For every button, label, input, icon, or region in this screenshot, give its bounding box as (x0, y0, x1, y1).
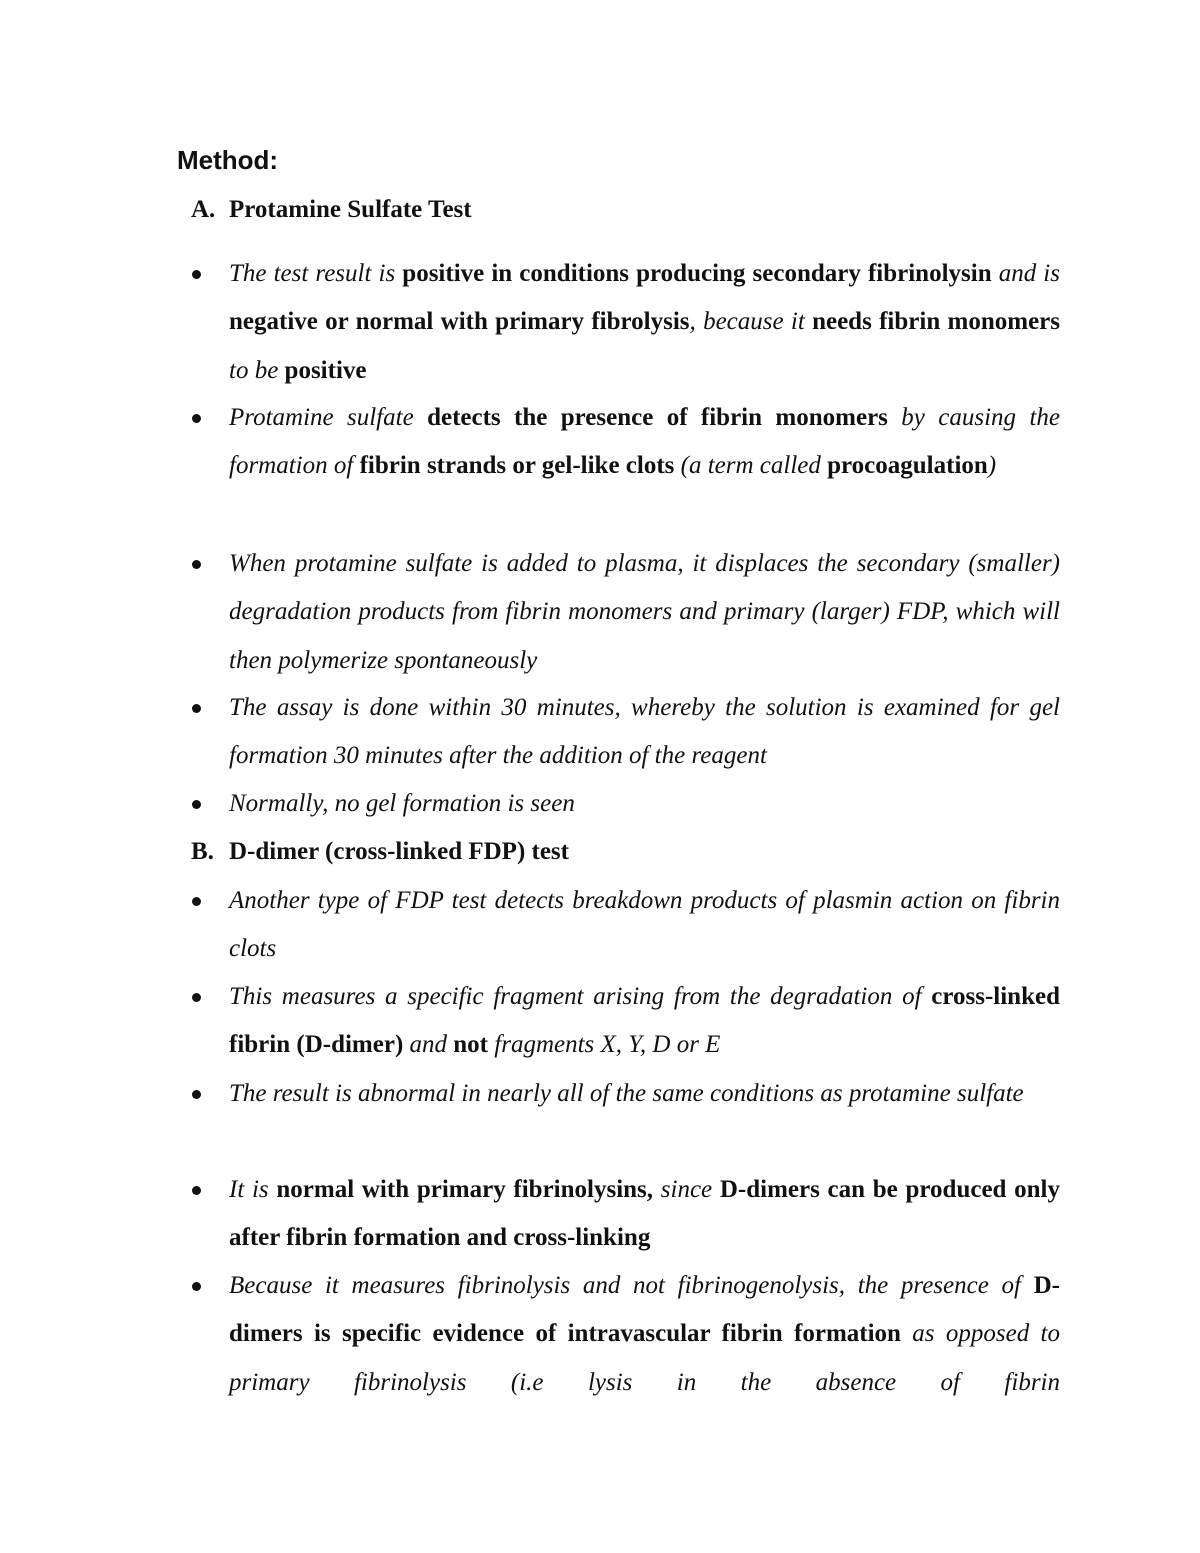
italic-text-run: to be (229, 356, 285, 384)
bullet-icon (192, 897, 201, 906)
bullet-item (192, 1070, 1060, 1118)
italic-text-run: The result is abnormal in nearly all of the same conditions as protamine sulfate (229, 1080, 1024, 1107)
italic-text-run: This measures a specific fragment arising from the degradation of (229, 983, 932, 1010)
italic-text-run: by causing the formation of (229, 404, 1060, 480)
italic-text-run: Normally, no gel formation is seen (229, 790, 575, 817)
italic-text-run: The assay is done within 30 minutes, whereby the solution is examined for gel formation 30 minutes after the addition of the reagent (229, 694, 1060, 770)
section-letter: A. (191, 196, 216, 223)
bullet-icon (192, 993, 201, 1002)
bullet-text (229, 394, 1060, 491)
bullet-icon (192, 1090, 201, 1099)
italic-text-run: as opposed to primary fibrinolysis (i.e lysis in the absence of fibrin (229, 1320, 1060, 1396)
italic-text-run: Protamine sulfate (229, 404, 428, 431)
bullet-text (229, 1166, 1060, 1263)
italic-text-run: fragments X, Y, D or E (494, 1031, 721, 1059)
italic-text-run: (a term called (680, 452, 828, 480)
bullet-text (229, 973, 1060, 1070)
italic-text-run: , because it (689, 308, 813, 336)
section-heading-b (191, 832, 569, 872)
bullet-icon (192, 1186, 201, 1195)
bold-text-run: procoagulation (827, 452, 988, 480)
italic-text-run: It is (229, 1176, 277, 1203)
bold-text-run: needs fibrin monomers (812, 308, 1060, 336)
section-heading-a (191, 190, 472, 230)
bullet-icon (192, 270, 201, 279)
bullet-item (192, 540, 1060, 685)
bullet-icon (192, 560, 201, 569)
bullet-item (192, 877, 1060, 974)
bold-text-run: cross-linked fibrin (D-dimer) (229, 983, 1060, 1059)
bullet-icon (192, 414, 201, 423)
bold-text-run: negative or normal with primary fibrolysis (229, 308, 690, 336)
bullet-icon (192, 1282, 201, 1291)
bullet-item (192, 780, 1060, 828)
bold-text-run: not (453, 1031, 495, 1059)
italic-text-run: and (409, 1031, 454, 1059)
bullet-text (229, 780, 1060, 828)
method-heading: Method: (177, 145, 279, 175)
italic-text-run: and is (998, 260, 1060, 287)
bullet-item (192, 250, 1060, 395)
bold-text-run: detects the presence of fibrin monomers (427, 404, 902, 431)
section-letter: B. (191, 838, 214, 865)
bullet-text (229, 684, 1060, 781)
italic-text-run: When protamine sulfate is added to plasma, it displaces the secondary (smaller) degradation products from fibrin monomers and primary (larger) FDP, which will then polymerize spontaneously (229, 550, 1060, 674)
section-title: D-dimer (cross-linked FDP) test (229, 838, 569, 865)
italic-text-run: Another type of FDP test detects breakdown products of plasmin action on fibrin clots (229, 887, 1060, 963)
bullet-text (229, 250, 1060, 395)
italic-text-run: since (660, 1176, 720, 1203)
bullet-icon (192, 800, 201, 809)
section-title: Protamine Sulfate Test (229, 196, 472, 223)
bold-text-run: D-dimers can be produced only after fibrin formation and cross-linking (229, 1176, 1061, 1252)
bullet-item (192, 1262, 1060, 1407)
italic-text-run: The test result is (229, 260, 403, 287)
bullet-item (192, 684, 1060, 781)
bullet-item (192, 394, 1060, 491)
bold-text-run: positive (284, 356, 367, 384)
bold-text-run: positive in conditions producing secondary fibrinolysin (402, 260, 999, 287)
bullet-text (229, 1070, 1060, 1118)
bold-text-run: D- dimers is specific evidence of intravascular fibrin formation (229, 1272, 1060, 1348)
bold-text-run: fibrin strands or gel-like clots (359, 452, 681, 480)
italic-text-run: Because it measures fibrinolysis and not fibrinogenolysis, the presence of (229, 1272, 1034, 1299)
bullet-text (229, 1262, 1060, 1407)
bullet-text (229, 540, 1060, 685)
bold-text-run: normal with primary fibrinolysins, (276, 1176, 661, 1203)
bullet-item (192, 1166, 1060, 1263)
bullet-icon (192, 704, 201, 713)
bullet-item (192, 973, 1060, 1070)
italic-text-run: ) (987, 452, 997, 480)
bullet-text (229, 877, 1060, 974)
